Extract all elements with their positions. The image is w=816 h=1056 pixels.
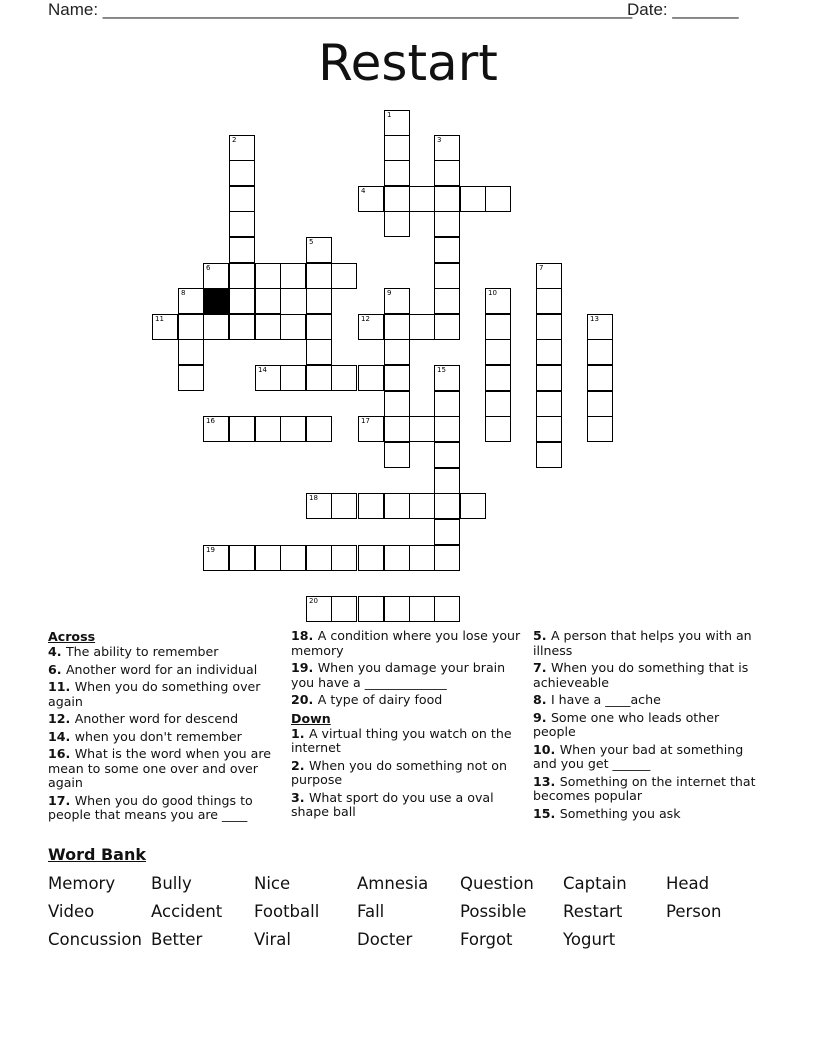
grid-cell[interactable] <box>229 237 255 263</box>
word-bank-word: Amnesia <box>357 874 429 893</box>
grid-cell[interactable] <box>384 339 410 365</box>
word-bank-word: Captain <box>563 874 627 893</box>
grid-cell[interactable] <box>178 314 204 340</box>
grid-cell[interactable] <box>255 314 281 340</box>
grid-cell[interactable] <box>434 263 460 289</box>
clue-number: 10 <box>488 289 497 297</box>
grid-cell[interactable] <box>384 493 410 519</box>
grid-cell[interactable] <box>384 135 410 161</box>
word-bank-word: Possible <box>460 902 527 921</box>
grid-cell[interactable] <box>485 416 511 442</box>
down-heading: Down <box>291 710 331 726</box>
grid-cell[interactable] <box>178 365 204 391</box>
grid-cell[interactable] <box>434 365 460 391</box>
grid-cell[interactable] <box>229 211 255 237</box>
grid-cell[interactable] <box>587 314 613 340</box>
grid-cell[interactable] <box>434 237 460 263</box>
grid-cell[interactable] <box>306 237 332 263</box>
clue-number: 14 <box>258 366 267 374</box>
grid-cell[interactable] <box>434 186 460 212</box>
grid-cell[interactable] <box>409 596 435 622</box>
word-bank-word: Yogurt <box>563 930 616 949</box>
grid-cell[interactable] <box>434 135 460 161</box>
clue-item: 6. Another word for an individual <box>48 661 258 677</box>
word-bank-word: Memory <box>48 874 116 893</box>
grid-cell[interactable] <box>536 339 562 365</box>
grid-cell[interactable] <box>409 416 435 442</box>
grid-cell[interactable] <box>536 263 562 289</box>
clue-item: 16. What is the word when you are mean to some one over and over again <box>48 746 272 790</box>
clue-number: 20 <box>309 597 318 605</box>
grid-cell[interactable] <box>485 314 511 340</box>
grid-cell[interactable] <box>434 314 460 340</box>
grid-cell[interactable] <box>152 314 178 340</box>
grid-cell[interactable] <box>536 365 562 391</box>
grid-cell[interactable] <box>358 186 384 212</box>
grid-cell[interactable] <box>255 545 281 571</box>
clue-item: 14. when you don't remember <box>48 728 242 744</box>
grid-cell[interactable] <box>485 391 511 417</box>
clue-item: 15. Something you ask <box>533 805 681 821</box>
grid-cell[interactable] <box>587 365 613 391</box>
grid-cell[interactable] <box>358 545 384 571</box>
puzzle-title: Restart <box>318 34 498 92</box>
grid-cell[interactable] <box>434 545 460 571</box>
word-bank-word: Accident <box>151 902 223 921</box>
grid-cell[interactable] <box>178 339 204 365</box>
grid-cell[interactable] <box>358 596 384 622</box>
clue-number: 8 <box>181 289 186 297</box>
grid-cell[interactable] <box>229 160 255 186</box>
clue-number: 2 <box>232 136 237 144</box>
clue-item: 1. A virtual thing you watch on the internet <box>291 725 512 755</box>
word-bank-word: Fall <box>357 902 385 921</box>
word-bank-title: Word Bank <box>48 845 147 864</box>
grid-cell[interactable] <box>384 416 410 442</box>
grid-cell[interactable] <box>434 519 460 545</box>
black-cell <box>203 288 229 314</box>
grid-cell[interactable] <box>434 493 460 519</box>
clues-column-1 <box>48 629 280 826</box>
grid-cell[interactable] <box>587 339 613 365</box>
word-bank-word: Head <box>666 874 710 893</box>
grid-cell[interactable] <box>280 263 306 289</box>
clue-number: 16 <box>206 417 215 425</box>
word-bank-word: Forgot <box>460 930 513 949</box>
grid-cell[interactable] <box>358 365 384 391</box>
clue-item: 13. Something on the internet that becomes popular <box>533 773 756 803</box>
word-bank-word: Person <box>666 902 722 921</box>
grid-cell[interactable] <box>280 545 306 571</box>
grid-cell[interactable] <box>485 339 511 365</box>
grid-cell[interactable] <box>409 493 435 519</box>
grid-cell[interactable] <box>485 186 511 212</box>
grid-cell[interactable] <box>485 365 511 391</box>
grid-cell[interactable] <box>229 135 255 161</box>
grid-cell[interactable] <box>384 288 410 314</box>
grid-cell[interactable] <box>229 314 255 340</box>
grid-cell[interactable] <box>280 314 306 340</box>
grid-cell[interactable] <box>587 391 613 417</box>
grid-cell[interactable] <box>434 442 460 468</box>
word-bank-word: Football <box>254 902 320 921</box>
grid-cell[interactable] <box>306 288 332 314</box>
grid-cell[interactable] <box>306 263 332 289</box>
grid-cell[interactable] <box>434 468 460 494</box>
grid-cell[interactable] <box>384 545 410 571</box>
grid-cell[interactable] <box>434 391 460 417</box>
clue-number: 1 <box>387 111 392 119</box>
grid-cell[interactable] <box>178 288 204 314</box>
grid-cell[interactable] <box>229 545 255 571</box>
grid-cell[interactable] <box>229 263 255 289</box>
grid-cell[interactable] <box>384 596 410 622</box>
clue-number: 5 <box>309 238 314 246</box>
grid-cell[interactable] <box>255 288 281 314</box>
grid-cell[interactable] <box>434 596 460 622</box>
clue-number: 6 <box>206 264 211 272</box>
grid-cell[interactable] <box>331 493 357 519</box>
clue-item: 10. When your bad at something and you get ______ <box>533 741 744 771</box>
grid-cell[interactable] <box>280 365 306 391</box>
clue-item: 5. A person that helps you with an illness <box>533 628 752 658</box>
grid-cell[interactable] <box>255 263 281 289</box>
word-bank-word: Question <box>460 874 534 893</box>
grid-cell[interactable] <box>331 263 357 289</box>
clue-number: 11 <box>155 315 164 323</box>
clue-number: 18 <box>309 494 318 502</box>
clue-number: 15 <box>437 366 446 374</box>
grid-cell[interactable] <box>331 545 357 571</box>
word-bank-word: Better <box>151 930 203 949</box>
grid-cell[interactable] <box>306 365 332 391</box>
grid-cell[interactable] <box>587 416 613 442</box>
grid-cell[interactable] <box>280 416 306 442</box>
grid-cell[interactable] <box>384 160 410 186</box>
grid-cell[interactable] <box>306 493 332 519</box>
clue-number: 7 <box>539 264 544 272</box>
clue-item: 18. A condition where you lose your memory <box>291 628 521 658</box>
grid-cell[interactable] <box>384 314 410 340</box>
word-bank-word: Viral <box>254 930 291 949</box>
clue-item: 7. When you do something that is achieveable <box>533 660 749 690</box>
clue-item: 8. I have a ____ache <box>533 692 661 707</box>
clue-number: 17 <box>361 417 370 425</box>
grid-cell[interactable] <box>409 186 435 212</box>
grid-cell[interactable] <box>409 314 435 340</box>
grid-cell[interactable] <box>434 288 460 314</box>
grid-cell[interactable] <box>434 416 460 442</box>
clue-item: 2. When you do something not on purpose <box>291 757 507 787</box>
grid-cell[interactable] <box>384 365 410 391</box>
clue-number: 3 <box>437 136 442 144</box>
clue-item: 11. When you do something over again <box>48 679 261 709</box>
grid-cell[interactable] <box>384 442 410 468</box>
word-bank-word: Bully <box>151 874 192 893</box>
grid-cell[interactable] <box>460 186 486 212</box>
grid-cell[interactable] <box>229 416 255 442</box>
clues-column-3 <box>533 629 765 824</box>
word-bank-word: Docter <box>357 930 413 949</box>
grid-cell[interactable] <box>384 110 410 136</box>
word-bank-word: Concussion <box>48 930 142 949</box>
grid-cell[interactable] <box>485 288 511 314</box>
clue-number: 19 <box>206 546 215 554</box>
grid-cell[interactable] <box>306 596 332 622</box>
word-bank-word: Nice <box>254 874 291 893</box>
across-heading: Across <box>48 629 96 644</box>
clue-item: 20. A type of dairy food <box>291 692 443 707</box>
grid-cell[interactable] <box>358 493 384 519</box>
grid-cell[interactable] <box>434 160 460 186</box>
grid-cell[interactable] <box>331 365 357 391</box>
grid-cell[interactable] <box>536 314 562 340</box>
clue-item: 4. The ability to remember <box>48 644 219 659</box>
clue-item: 9. Some one who leads other people <box>533 709 720 739</box>
grid-cell[interactable] <box>536 391 562 417</box>
grid-cell[interactable] <box>229 288 255 314</box>
clue-item: 12. Another word for descend <box>48 711 239 726</box>
grid-cell[interactable] <box>536 288 562 314</box>
grid-cell[interactable] <box>409 545 435 571</box>
grid-cell[interactable] <box>306 339 332 365</box>
grid-cell[interactable] <box>384 211 410 237</box>
grid-cell[interactable] <box>536 442 562 468</box>
word-bank-word: Restart <box>563 902 623 921</box>
grid-cell[interactable] <box>384 391 410 417</box>
clue-number: 9 <box>387 289 392 297</box>
grid-cell[interactable] <box>306 314 332 340</box>
grid-cell[interactable] <box>306 416 332 442</box>
grid-cell[interactable] <box>384 186 410 212</box>
grid-cell[interactable] <box>203 263 229 289</box>
grid-cell[interactable] <box>255 365 281 391</box>
grid-cell[interactable] <box>536 416 562 442</box>
grid-cell[interactable] <box>229 186 255 212</box>
clue-item: 17. When you do good things to people that means you are ____ <box>48 792 253 822</box>
grid-cell[interactable] <box>203 416 229 442</box>
clue-number: 13 <box>590 315 599 323</box>
name-field-label: Name: ________________________________________________________ <box>48 0 633 19</box>
clue-item: 19. When you damage your brain you have a _____________ <box>291 660 506 690</box>
grid-cell[interactable] <box>434 211 460 237</box>
grid-cell[interactable] <box>203 545 229 571</box>
clue-item: 3. What sport do you use a oval shape ball <box>291 789 494 819</box>
date-field-label: Date: _______ <box>627 0 739 19</box>
clue-number: 12 <box>361 315 370 323</box>
grid-cell[interactable] <box>358 314 384 340</box>
grid-cell[interactable] <box>358 416 384 442</box>
grid-cell[interactable] <box>255 416 281 442</box>
clues-column-2 <box>291 629 523 823</box>
grid-cell[interactable] <box>203 314 229 340</box>
grid-cell[interactable] <box>460 493 486 519</box>
word-bank-word: Video <box>48 902 95 921</box>
grid-cell[interactable] <box>306 545 332 571</box>
clue-number: 4 <box>361 187 366 195</box>
grid-cell[interactable] <box>331 596 357 622</box>
